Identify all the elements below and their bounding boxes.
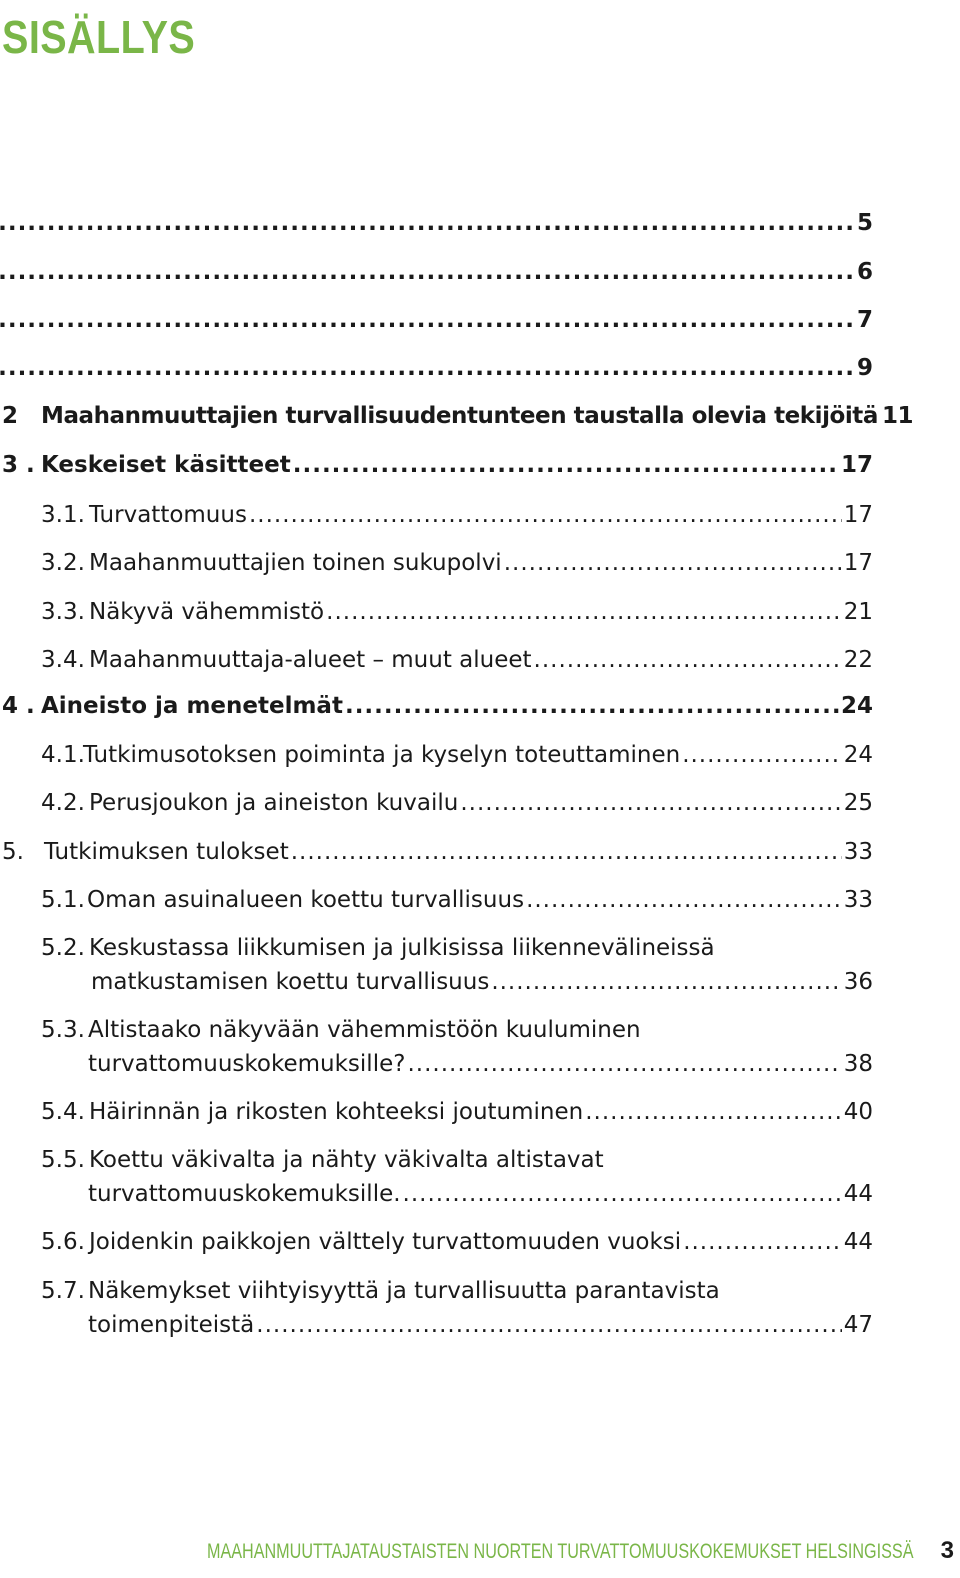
page-title: SISÄLLYS <box>2 11 196 63</box>
toc-page-number: 17 <box>843 502 873 528</box>
toc-page-number: 7 <box>856 307 873 333</box>
toc-entry-5-3[interactable] <box>41 1014 873 1080</box>
toc-page-number: 47 <box>843 1312 873 1338</box>
toc-page-number: 21 <box>843 599 873 625</box>
toc-page-number: 22 <box>843 647 873 673</box>
toc-leader <box>403 1178 842 1210</box>
toc-entry-title: Näkyvä vähemmistö <box>89 599 325 625</box>
toc-entry-number: 3.2. <box>41 550 85 576</box>
toc-entry-3-1[interactable] <box>41 499 873 531</box>
toc-page-number: 17 <box>843 550 873 576</box>
toc-entry-number: 5.6. <box>41 1229 85 1255</box>
toc-entry-4-2[interactable] <box>41 787 873 819</box>
toc-page-number: 6 <box>856 259 873 285</box>
toc-entry-5-6[interactable] <box>41 1226 873 1258</box>
toc-entry-title: turvattomuuskokemuksille? <box>88 1051 406 1077</box>
toc-entry-title: Perusjoukon ja aineiston kuvailu <box>89 790 459 816</box>
toc-page-number: 33 <box>843 887 873 913</box>
toc-page-number: 25 <box>843 790 873 816</box>
running-footer-title: MAAHANMUUTTAJATAUSTAISTEN NUORTEN TURVATTOMUUSKOKEMUKSET HELSINGISSÄ <box>207 1540 914 1563</box>
toc-leader <box>0 352 855 384</box>
toc-entry-title: Joidenkin paikkojen välttely turvattomuuden vuoksi <box>89 1229 682 1255</box>
toc-entry-chapter-5[interactable] <box>2 836 873 868</box>
toc-leader <box>683 1226 842 1258</box>
toc-entry-chapter-3[interactable] <box>2 449 873 481</box>
toc-entry-4-1[interactable] <box>41 739 873 771</box>
toc-page-number: 40 <box>843 1099 873 1125</box>
toc-entry-number: 3.3. <box>41 599 85 625</box>
toc-entry-esipuhe[interactable] <box>2 207 873 239</box>
toc-leader <box>491 966 841 998</box>
toc-page-number: 44 <box>843 1229 873 1255</box>
toc-entry-5-2[interactable] <box>41 932 873 998</box>
toc-entry-preface[interactable] <box>2 304 873 336</box>
toc-page-number: 44 <box>843 1181 873 1207</box>
toc-entry-title: Tutkimuksen tulokset <box>44 839 289 865</box>
toc-page-number: 33 <box>843 839 873 865</box>
toc-entry-chapter-2[interactable]: 2 Maahanmuuttajien turvallisuudentunteen taustalla olevia tekijöitä 11 <box>2 400 873 432</box>
toc-entry-3-2[interactable] <box>41 547 873 579</box>
toc-entry-johdanto[interactable] <box>2 352 873 384</box>
toc-entry-title: matkustamisen koettu turvallisuus <box>91 969 490 995</box>
page-number: 3 <box>940 1537 954 1564</box>
toc-entry-title: Oman asuinalueen koettu turvallisuus <box>87 887 525 913</box>
toc-entry-number: 5.4. <box>41 1099 85 1125</box>
toc-page-number: 24 <box>843 742 873 768</box>
toc-entry-number: 5. <box>2 839 24 865</box>
toc-leader <box>460 787 841 819</box>
toc-entry-title-line1: Näkemykset viihtyisyyttä ja turvallisuutta parantavista <box>88 1278 720 1304</box>
toc-entry-title: Aineisto ja menetelmät <box>41 693 343 719</box>
toc-leader <box>504 547 842 579</box>
toc-entry-number: 3.1. <box>41 502 85 528</box>
toc-entry-title: turvattomuuskokemuksille. <box>88 1181 401 1207</box>
toc-entry-3-4[interactable] <box>41 644 873 676</box>
toc-entry-title: Häirinnän ja rikosten kohteeksi joutuminen <box>89 1099 584 1125</box>
toc-leader <box>0 256 855 288</box>
toc-leader <box>249 499 842 531</box>
toc-entry-title-line1: Altistaako näkyvään vähemmistöön kuuluminen <box>88 1017 641 1043</box>
toc-entry-5-7[interactable] <box>41 1275 873 1341</box>
toc-entry-number: 5.3. <box>41 1017 85 1043</box>
toc-entry-number: 3 . <box>2 452 35 478</box>
toc-entry-number: 5.2. <box>41 935 85 961</box>
toc-leader <box>293 449 839 481</box>
toc-entry-number: 4 . <box>2 693 35 719</box>
toc-entry-title: Tutkimusotoksen poiminta ja kyselyn toteuttaminen <box>83 742 681 768</box>
toc-entry-5-4[interactable] <box>41 1096 873 1128</box>
toc-entry-number: 2 <box>2 403 19 429</box>
toc-leader <box>407 1048 841 1080</box>
toc-page-number: 36 <box>843 969 873 995</box>
toc-entry-number: 4.1. <box>41 742 85 768</box>
toc-leader <box>585 1096 841 1128</box>
toc-entry-title: Maahanmuuttajien toinen sukupolvi <box>89 550 502 576</box>
toc-entry-title: toimenpiteistä <box>88 1312 255 1338</box>
toc-leader <box>291 836 842 868</box>
toc-leader <box>345 690 839 722</box>
toc-leader <box>326 596 842 628</box>
toc-page-number: 24 <box>840 693 873 719</box>
toc-entry-number: 5.7. <box>41 1278 85 1304</box>
toc-entry-5-1[interactable] <box>41 884 873 916</box>
toc-entry-title: Turvattomuus <box>89 502 247 528</box>
toc-leader <box>0 207 855 239</box>
toc-leader <box>534 644 842 676</box>
toc-leader <box>526 884 842 916</box>
toc-entry-3-3[interactable] <box>41 596 873 628</box>
toc-page-number: 38 <box>843 1051 873 1077</box>
toc-entry-5-5[interactable] <box>41 1144 873 1210</box>
toc-entry-forord[interactable] <box>2 256 873 288</box>
toc-leader <box>682 739 842 771</box>
toc-leader <box>0 304 855 336</box>
toc-entry-title: Maahanmuuttajien turvallisuudentunteen taustalla olevia tekijöitä <box>41 403 878 429</box>
toc-entry-title: Keskeiset käsitteet <box>41 452 291 478</box>
toc-entry-title: Maahanmuuttaja-alueet – muut alueet <box>89 647 532 673</box>
toc-entry-title-line1: Koettu väkivalta ja nähty väkivalta altistavat <box>89 1147 604 1173</box>
toc-entry-number: 4.2. <box>41 790 85 816</box>
toc-entry-number: 3.4. <box>41 647 85 673</box>
toc-entry-chapter-4[interactable] <box>2 690 873 722</box>
toc-entry-number: 5.1. <box>41 887 85 913</box>
toc-entry-title-line1: Keskustassa liikkumisen ja julkisissa liikennevälineissä <box>89 935 715 961</box>
toc-leader <box>256 1309 841 1341</box>
toc-entry-number: 5.5. <box>41 1147 85 1173</box>
toc-page-number: 9 <box>856 355 873 381</box>
toc-page-number: 17 <box>840 452 873 478</box>
toc-page-number: 5 <box>856 210 873 236</box>
